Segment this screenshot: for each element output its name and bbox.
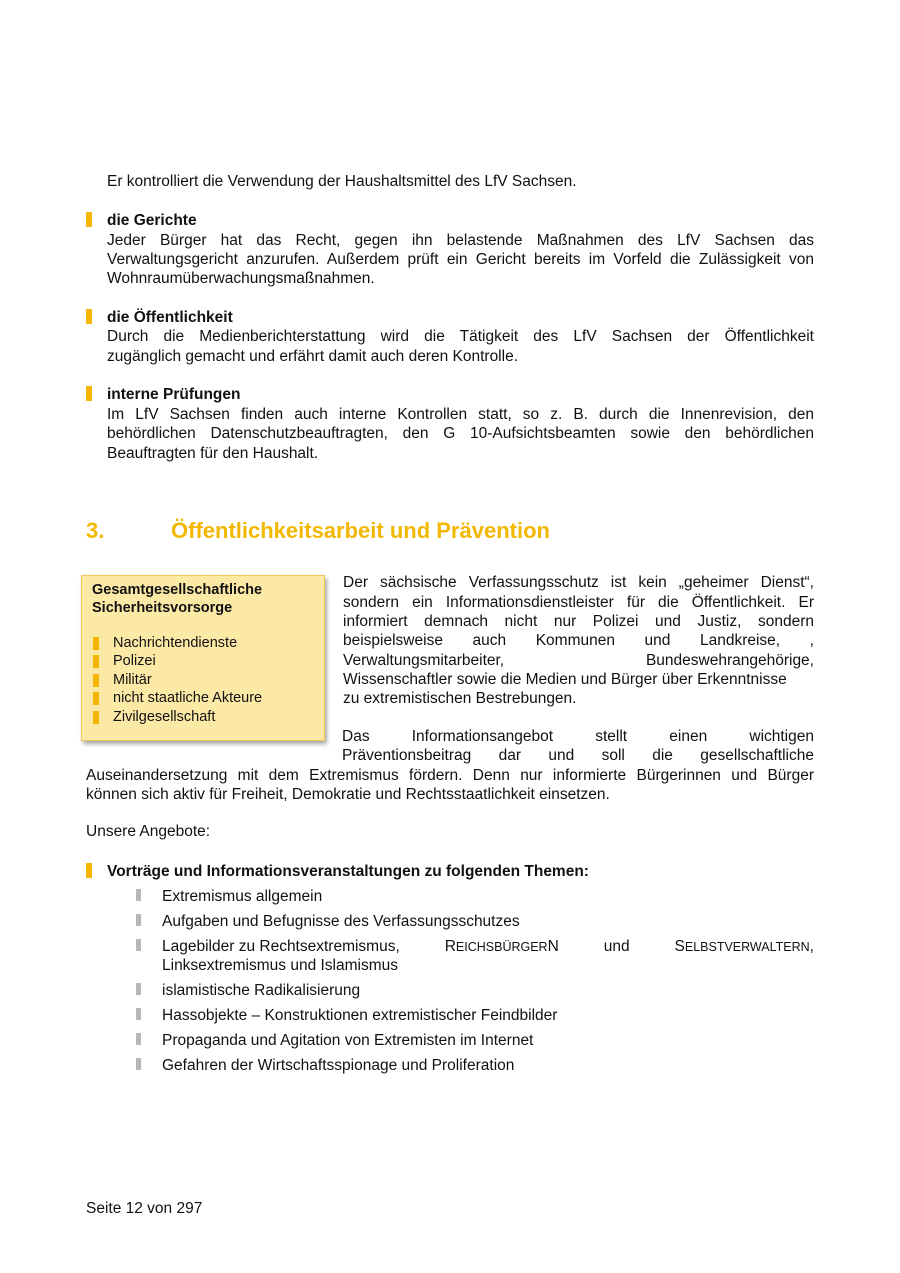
item-text-line: Jeder Bürger hat das Recht, gegen ihn belastende Maßnahmen des LfV Sachsen das bbox=[107, 232, 814, 249]
box-list-item: Polizei bbox=[113, 653, 156, 669]
topic-item: islamistische Radikalisierung bbox=[162, 982, 361, 999]
box-title-line: Gesamtgesellschaftliche bbox=[92, 582, 263, 598]
bullet-marker bbox=[86, 212, 92, 227]
item-text-line: Durch die Medienberichterstattung wird die Tätigkeit des LfV Sachsen der Öffentlichkeit bbox=[107, 328, 814, 345]
item-text-line: behördlichen Datenschutzbeauftragten, den G 10-Aufsichtsbeamten sowie den behördlichen bbox=[107, 425, 814, 442]
topic-smallcaps-reichsbuerger bbox=[445, 937, 559, 958]
box-bullet bbox=[93, 692, 99, 705]
topic-item: Hassobjekte – Konstruktionen extremistischer Feindbilder bbox=[162, 1007, 558, 1024]
sc-end: N bbox=[547, 938, 559, 955]
para1-line: informiert demnach nicht nur Polizei und Justiz, sondern bbox=[343, 613, 814, 630]
item-text-line: Verwaltungsgericht anzurufen. Außerdem prüft ein Gericht bereits im Vorfeld die Zulässigkeit von bbox=[107, 251, 814, 268]
offers-label: Unsere Angebote: bbox=[86, 823, 211, 840]
para1-line: beispielsweise auch Kommunen und Landkreise, , bbox=[343, 632, 814, 649]
topic-bullet bbox=[136, 1033, 141, 1045]
sc-rest: ELBSTVERWALTERN bbox=[684, 940, 810, 954]
section-title: Öffentlichkeitsarbeit und Prävention bbox=[171, 518, 550, 543]
section-number: 3. bbox=[86, 518, 105, 543]
box-list-item: Nachrichtendienste bbox=[113, 635, 238, 651]
topic-bullet bbox=[136, 1008, 141, 1020]
topic-text-part: Lagebilder zu Rechtsextremismus, bbox=[162, 938, 400, 955]
topic-item: Propaganda und Agitation von Extremisten im Internet bbox=[162, 1032, 534, 1049]
topic-bullet bbox=[136, 914, 141, 926]
para1-line: Verwaltungsmitarbeiter, Bundeswehrangehörige, bbox=[343, 652, 814, 669]
bullet-marker bbox=[86, 386, 92, 401]
topic-bullet bbox=[136, 983, 141, 995]
para2-line: Das Informationsangebot stellt einen wichtigen bbox=[342, 728, 814, 745]
para1-line: sondern ein Informationsdienstleister für die Öffentlichkeit. Er bbox=[343, 594, 814, 611]
para1-line: Wissenschaftler sowie die Medien und Bürger über Erkenntnisse bbox=[343, 671, 787, 688]
topic-item: Gefahren der Wirtschaftsspionage und Proliferation bbox=[162, 1057, 515, 1074]
sc-initial: R bbox=[444, 938, 456, 955]
sc-rest: EICHSBÜRGER bbox=[455, 940, 548, 954]
sc-end: , bbox=[809, 938, 814, 955]
item-text-line: Beauftragten für den Haushalt. bbox=[107, 445, 319, 462]
page-number: Seite 12 von 297 bbox=[86, 1200, 203, 1217]
topic-text-part: und bbox=[603, 938, 630, 955]
bullet-marker bbox=[86, 863, 92, 878]
item-title-gerichte: die Gerichte bbox=[107, 212, 197, 229]
topic-smallcaps-selbstverwalter bbox=[675, 937, 814, 958]
intro-text: Er kontrolliert die Verwendung der Haushaltsmittel des LfV Sachsen. bbox=[107, 173, 577, 190]
item-title-oeffentlichkeit: die Öffentlichkeit bbox=[107, 309, 233, 326]
topic-text bbox=[162, 937, 814, 958]
box-bullet bbox=[93, 655, 99, 668]
topic-item: Extremismus allgemein bbox=[162, 888, 323, 905]
box-list-item: Militär bbox=[113, 672, 152, 688]
para1-line: zu extremistischen Bestrebungen. bbox=[343, 690, 577, 707]
box-bullet bbox=[93, 637, 99, 650]
topic-bullet bbox=[136, 889, 141, 901]
para1-line: Der sächsische Verfassungsschutz ist kein „geheimer Dienst“, bbox=[343, 574, 814, 591]
box-title-line: Sicherheitsvorsorge bbox=[92, 600, 233, 616]
sc-initial: S bbox=[674, 938, 685, 955]
para2-line: können sich aktiv für Freiheit, Demokratie und Rechtsstaatlichkeit einsetzen. bbox=[86, 786, 610, 803]
box-list-item: nicht staatliche Akteure bbox=[113, 690, 263, 706]
para2-line: Auseinandersetzung mit dem Extremismus fördern. Denn nur informierte Bürgerinnen und Bürger bbox=[86, 767, 814, 784]
para2-line: Präventionsbeitrag dar und soll die gesellschaftliche bbox=[342, 747, 814, 764]
item-title-interne-pruefungen: interne Prüfungen bbox=[107, 386, 241, 403]
offers-heading: Vorträge und Informationsveranstaltungen zu folgenden Themen: bbox=[107, 863, 589, 880]
item-text-line: Wohnraumüberwachungsmaßnahmen. bbox=[107, 270, 375, 287]
item-text-line: Im LfV Sachsen finden auch interne Kontrollen statt, so z. B. durch die Innenrevision, den bbox=[107, 406, 814, 423]
topic-item-continued: Linksextremismus und Islamismus bbox=[162, 957, 399, 974]
item-text-line: zugänglich gemacht und erfährt damit auch deren Kontrolle. bbox=[107, 348, 518, 365]
topic-item-lagebilder bbox=[162, 937, 814, 958]
box-bullet bbox=[93, 711, 99, 724]
topic-item: Aufgaben und Befugnisse des Verfassungsschutzes bbox=[162, 913, 520, 930]
topic-bullet bbox=[136, 939, 141, 951]
box-list-item: Zivilgesellschaft bbox=[113, 709, 216, 725]
box-bullet bbox=[93, 674, 99, 687]
bullet-marker bbox=[86, 309, 92, 324]
topic-bullet bbox=[136, 1058, 141, 1070]
info-box bbox=[81, 575, 325, 741]
